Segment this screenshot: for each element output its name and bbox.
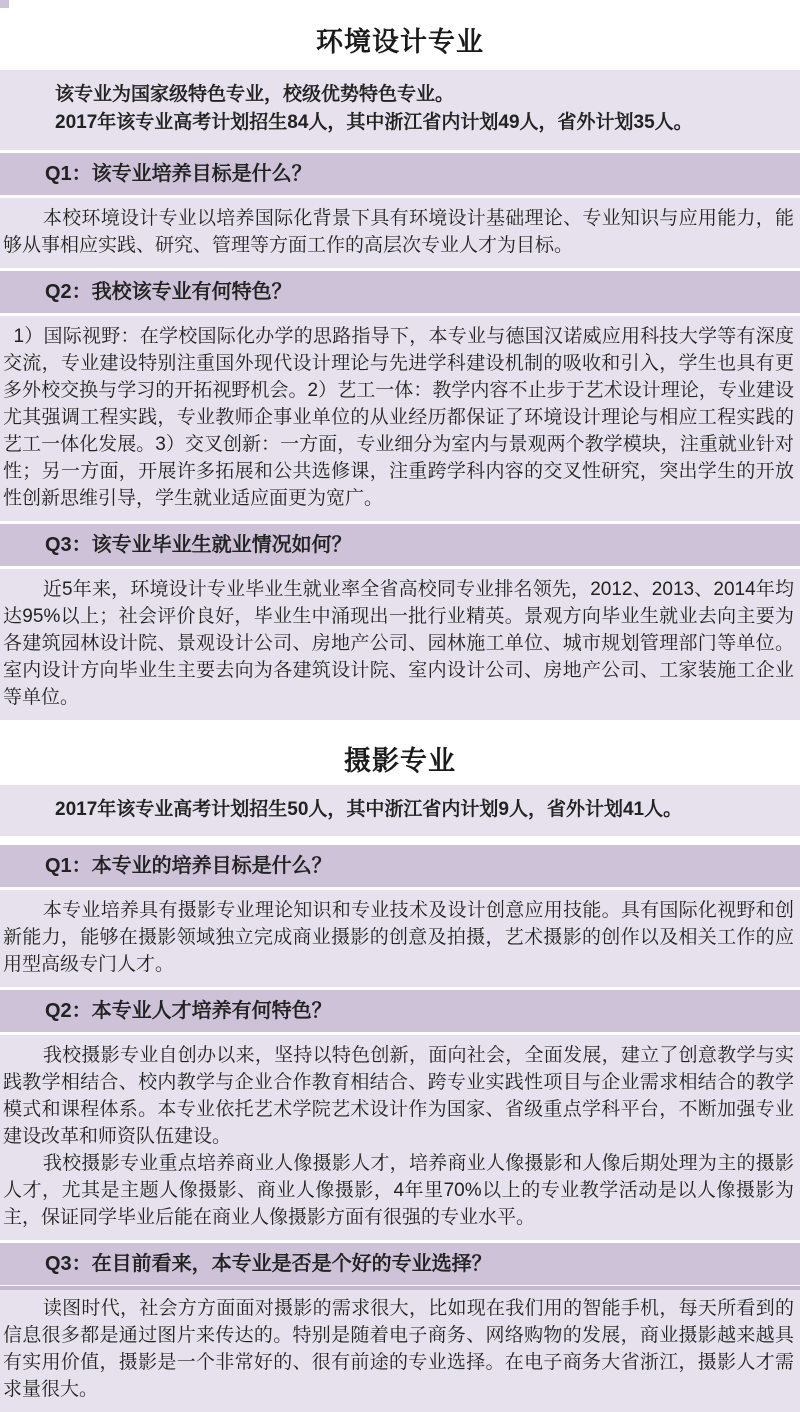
question-bar-q1: Q1：该专业培养目标是什么？ xyxy=(0,153,800,195)
answer-block-q1 xyxy=(0,890,800,987)
question-bar-q2: Q2：我校该专业有何特色？ xyxy=(0,271,800,313)
answer-block-q3 xyxy=(0,569,800,720)
intro-line-1: 2017年该专业高考计划招生50人，其中浙江省内计划9人，省外计划41人。 xyxy=(55,799,683,820)
section-title-environment-design: 环境设计专业 xyxy=(316,27,484,57)
answer-paragraph: 我校摄影专业自创办以来，坚持以特色创新，面向社会，全面发展，建立了创意教学与实践教学相结合、校内教学与企业合作教育相结合、跨专业实践性项目与企业需求相结合的教学模式和课程体系。本专业依托艺术学院艺术设计作为国家、省级重点学科平台，不断加强专业建设改革和师资队伍建设。 xyxy=(3,1045,794,1147)
answer-paragraph: 读图时代，社会方方面面对摄影的需求很大，比如现在我们用的智能手机，每天所看到的信息很多都是通过图片来传达的。特别是随着电子商务、网络购物的发展，商业摄影越来越具有实用价值，摄影是一个非常好的、很有前途的专业选择。在电子商务大省浙江，摄影人才需求量很大。 xyxy=(3,1298,794,1400)
answer-paragraph: 本校环境设计专业以培养国际化背景下具有环境设计基础理论、专业知识与应用能力，能够从事相应实践、研究、管理等方面工作的高层次专业人才为目标。 xyxy=(3,208,794,256)
intro-block-environment-design xyxy=(0,70,800,150)
intro-line-1: 该专业为国家级特色专业，校级优势特色专业。 xyxy=(55,84,455,105)
bottom-band-remnant xyxy=(0,1286,800,1290)
question-bar-q3: Q3：在目前看来，本专业是否是个好的专业选择？ xyxy=(0,1243,800,1285)
question-bar-q3: Q3：该专业毕业生就业情况如何？ xyxy=(0,524,800,566)
answer-paragraph: 我校摄影专业重点培养商业人像摄影人才，培养商业人像摄影和人像后期处理为主的摄影人才，尤其是主题人像摄影、商业人像摄影，4年里70%以上的专业教学活动是以人像摄影为主，保证同学毕业后能在商业人像摄影方面有很强的专业水平。 xyxy=(3,1153,794,1228)
answer-block-q2 xyxy=(0,316,800,521)
section-photography xyxy=(0,723,800,1412)
question-bar-q2: Q2：本专业人才培养有何特色？ xyxy=(0,990,800,1032)
answer-block-q3 xyxy=(0,1288,800,1412)
intro-line-2: 2017年该专业高考计划招生84人，其中浙江省内计划49人，省外计划35人。 xyxy=(55,112,693,133)
answer-paragraph: 近5年来，环境设计专业毕业生就业率全省高校同专业排名领先，2012、2013、2014年均达95%以上；社会评价良好，毕业生中涌现出一批行业精英。景观方向毕业生就业去向主要为各建筑园林设计院、景观设计公司、房地产公司、园林施工单位、城市规划管理部门等单位。室内设计方向毕业生主要去向为各建筑设计院、室内设计公司、房地产公司、工家装施工企业等单位。 xyxy=(3,579,794,708)
intro-block-photography xyxy=(0,785,800,836)
answer-paragraph: 本专业培养具有摄影专业理论知识和专业技术及设计创意应用技能。具有国际化视野和创新能力，能够在摄影领域独立完成商业摄影的创意及拍摄，艺术摄影的创作以及相关工作的应用型高级专门人才。 xyxy=(3,900,794,975)
answer-block-q2 xyxy=(0,1035,800,1240)
answer-paragraph: 1）国际视野：在学校国际化办学的思路指导下，本专业与德国汉诺威应用科技大学等有深度交流，专业建设特别注重国外现代设计理论与先进学科建设机制的吸收和引入，学生也具有更多外校交换与学习的开拓视野机会。2）艺工一体：教学内容不止步于艺术设计理论，专业建设尤其强调工程实践，专业教师企事业单位的从业经历都保证了环境设计理论与相应工程实践的艺工一体化发展。3）交叉创新：一方面，专业细分为室内与景观两个教学模块，注重就业针对性；另一方面，开展许多拓展和公共选修课，注重跨学科内容的交叉性研究，突出学生的开放性创新思维引导，学生就业适应面更为宽广。 xyxy=(3,326,794,509)
top-left-band-remnant xyxy=(0,0,9,8)
answer-block-q1 xyxy=(0,198,800,268)
section-title-photography: 摄影专业 xyxy=(344,746,456,776)
question-bar-q1: Q1：本专业的培养目标是什么？ xyxy=(0,845,800,887)
